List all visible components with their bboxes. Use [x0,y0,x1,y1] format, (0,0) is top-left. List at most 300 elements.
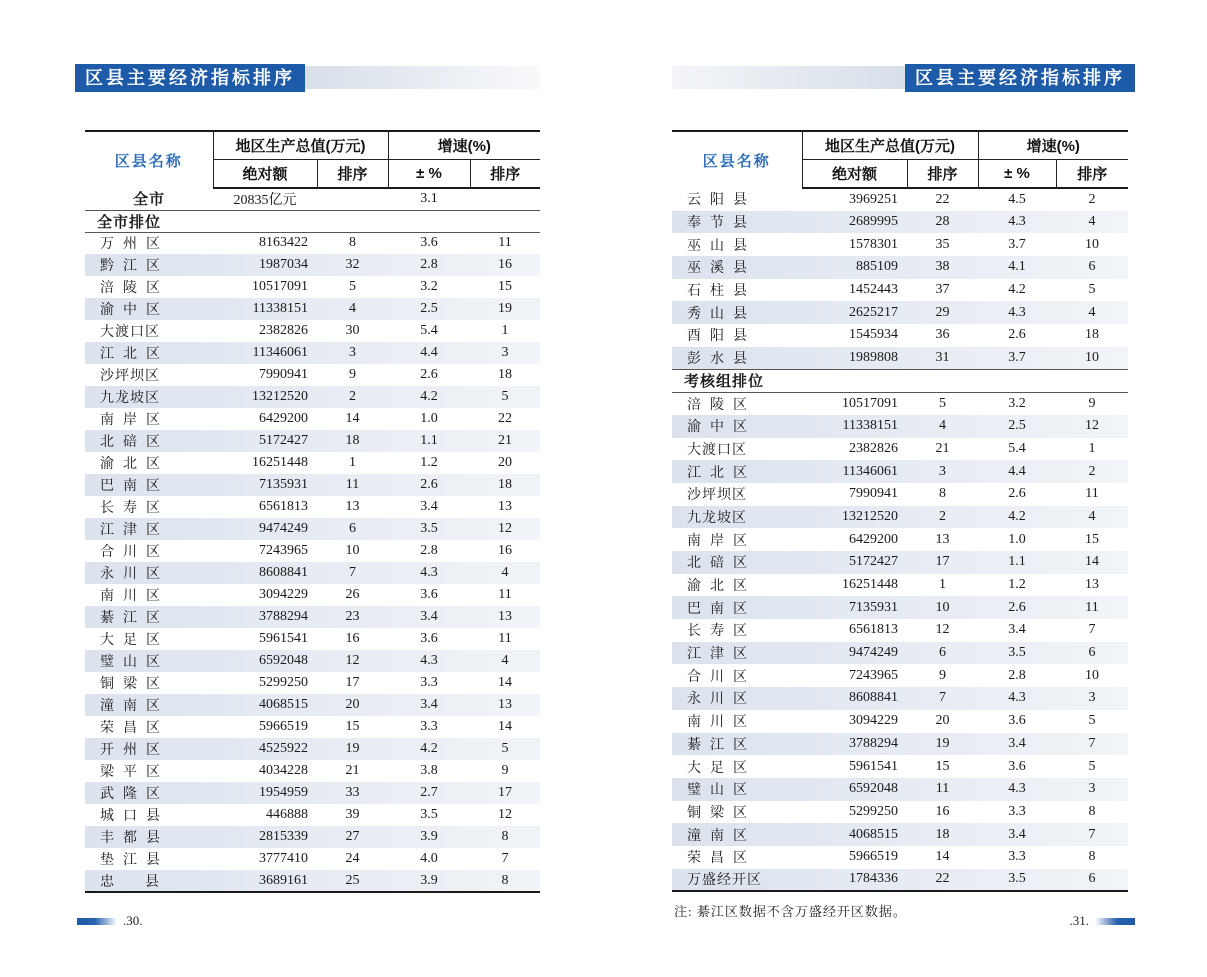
cell-growth-rank: 18 [498,367,512,382]
cell-growth-rank: 11 [1085,599,1099,615]
table-header-group-row [672,131,1128,159]
table-row [672,528,1128,551]
cell-growth-pct: 4.2 [420,741,438,756]
cell-gdp-rank: 1 [939,577,946,593]
col-header-gdp-rank: 排序 [317,159,388,188]
cell-gdp-rank: 38 [935,259,950,275]
cell-gdp-rank: 31 [935,349,950,365]
section-label: 全市排位 [85,210,540,232]
table-row [672,188,1128,211]
cell-growth-pct: 3.6 [1008,758,1026,774]
cell-region-name: 全市 [85,188,213,210]
cell-region-name: 璧 山 区 [100,655,161,670]
table-row [672,233,1128,256]
cell-gdp-rank: 3 [939,463,946,479]
cell-growth-pct: 3.6 [420,631,438,646]
cell-region-name: 荣 昌 区 [100,721,161,736]
cell-gdp-rank: 5 [939,395,946,411]
table-row [85,826,540,848]
cell-absolute-value: 11338151 [252,301,308,316]
table-row [672,256,1128,279]
cell-region-name: 巫 山 县 [687,238,748,254]
col-header-growth-group: 增速(%) [978,131,1128,159]
cell-gdp-rank: 26 [345,587,360,602]
cell-gdp-rank: 29 [935,304,950,320]
cell-absolute-value: 5299250 [849,803,898,819]
table-row [672,483,1128,506]
cell-growth-rank: 3 [501,345,509,360]
table-row [85,474,540,496]
table-row [85,606,540,628]
cell-absolute-value: 16251448 [252,455,308,470]
cell-growth-rank: 14 [498,719,512,734]
table-row [672,438,1128,461]
page-right [672,64,1135,928]
table-row [85,694,540,716]
cell-growth-pct: 2.6 [1008,327,1026,343]
cell-absolute-value: 10517091 [842,395,898,411]
table-row [85,342,540,364]
table-row [672,596,1128,619]
cell-growth-pct: 3.4 [420,499,438,514]
cell-growth-pct: 2.8 [420,257,438,272]
cell-absolute-value: 2815339 [259,829,308,844]
cell-absolute-value: 11338151 [842,418,898,434]
cell-growth-rank: 11 [498,587,512,602]
cell-growth-pct: 5.4 [1008,440,1026,456]
col-header-region-name: 区县名称 [672,131,802,188]
cell-growth-rank: 10 [1085,236,1099,252]
cell-region-name: 北 碚 区 [100,435,161,450]
cell-absolute-value: 6561813 [849,622,898,638]
cell-absolute-value: 446888 [266,807,308,822]
table-row [85,298,540,320]
cell-absolute-value: 8163422 [259,235,308,251]
cell-gdp-rank: 12 [345,653,360,668]
cell-absolute-value: 5961541 [849,758,898,774]
cell-region-name: 彭 水 县 [687,351,748,367]
cell-gdp-rank: 3 [349,345,356,360]
table-row [85,672,540,694]
cell-growth-pct: 1.0 [1008,531,1026,547]
table-row [85,804,540,826]
cell-growth-pct: 2.8 [420,543,438,558]
cell-absolute-value: 1578301 [849,236,898,252]
cell-absolute-value: 13212520 [252,389,308,404]
cell-gdp-rank: 25 [345,872,360,888]
cell-growth-rank: 6 [1088,645,1096,661]
cell-growth-pct: 1.1 [420,433,438,448]
cell-growth-pct: 4.2 [1008,282,1026,298]
cell-growth-pct: 3.4 [420,697,438,712]
cell-growth-pct: 3.1 [388,188,470,210]
cell-absolute-value: 7243965 [849,667,898,683]
cell-growth-rank: 16 [498,543,512,558]
cell-growth-rank: 6 [1088,871,1096,887]
cell-absolute-value: 3777410 [259,851,308,866]
cell-absolute-value: 3788294 [849,735,898,751]
col-header-growth-rank: 排序 [470,159,540,188]
col-header-absolute: 绝对额 [213,159,317,188]
table-row [85,320,540,342]
cell-growth-pct: 2.5 [420,301,438,316]
cell-region-name: 渝 北 区 [687,579,748,595]
cell-growth-pct: 1.0 [420,411,438,426]
cell-growth-pct: 4.3 [420,565,438,580]
cell-growth-rank: 5 [501,741,509,756]
cell-growth-pct: 4.4 [420,345,438,360]
cell-absolute-value: 2625217 [849,304,898,320]
cell-growth-rank: 19 [498,301,512,316]
page-left-title-strip [305,66,540,89]
table-row [672,619,1128,642]
cell-growth-pct: 3.9 [420,829,438,844]
cell-gdp-rank: 28 [935,214,950,230]
cell-gdp-rank: 8 [349,235,356,251]
cell-growth-rank: 7 [501,851,509,866]
cell-absolute-value: 20835亿元 [213,188,317,210]
cell-absolute-value: 6592048 [849,781,898,797]
table-row [85,364,540,386]
col-header-absolute: 绝对额 [802,159,907,188]
cell-growth-pct: 1.2 [1008,577,1026,593]
cell-region-name: 奉 节 县 [687,216,748,232]
cell-region-name: 江 北 区 [687,465,748,481]
cell-absolute-value: 8608841 [259,565,308,580]
cell-absolute-value: 3689161 [259,872,308,888]
cell-gdp-rank: 4 [939,418,946,434]
cell-gdp-rank: 27 [345,829,360,844]
table-row [672,664,1128,687]
cell-gdp-rank: 15 [345,719,360,734]
cell-gdp-rank [317,188,388,210]
cell-growth-rank: 17 [498,785,512,800]
table-row [672,755,1128,778]
cell-absolute-value: 7990941 [259,367,308,382]
table-row [85,254,540,276]
cell-growth-pct: 3.3 [1008,803,1026,819]
cell-growth-pct: 4.5 [1008,191,1026,207]
cell-growth-rank: 4 [501,653,509,668]
table-row [672,415,1128,438]
cell-region-name: 万盛经开区 [687,873,762,889]
cell-gdp-rank: 19 [345,741,360,756]
cell-growth-rank: 5 [501,389,509,404]
cell-region-name: 沙坪坝区 [687,488,747,504]
cell-gdp-rank: 11 [935,781,950,797]
cell-region-name: 渝 中 区 [687,420,748,436]
cell-growth-rank: 18 [498,477,512,492]
table-row [85,276,540,298]
cell-gdp-rank: 35 [935,236,950,252]
col-header-growth-pct: ± % [388,159,470,188]
page-left-table [85,130,540,893]
table-header-group-row [85,131,540,159]
cell-gdp-rank: 6 [349,521,356,536]
page-left-footer [77,913,143,929]
cell-growth-pct: 4.1 [1008,259,1026,275]
col-header-growth-rank: 排序 [1056,159,1128,188]
table-row [85,628,540,650]
cell-gdp-rank: 39 [345,807,360,822]
cell-gdp-rank: 6 [939,645,946,661]
cell-growth-rank: 15 [498,279,512,294]
cell-region-name: 巫 溪 县 [687,261,748,277]
cell-region-name: 万 州 区 [100,237,161,253]
cell-region-name: 沙坪坝区 [100,369,160,384]
cell-gdp-rank: 16 [345,631,360,646]
table-row [85,716,540,738]
cell-gdp-rank: 4 [349,301,356,316]
cell-region-name: 黔 江 区 [100,259,161,274]
cell-region-name: 涪 陵 区 [100,281,161,296]
cell-gdp-rank: 9 [939,667,946,683]
cell-growth-rank: 14 [1085,554,1099,570]
cell-growth-rank: 7 [1088,826,1096,842]
cell-gdp-rank: 17 [345,675,360,690]
page-right-title-strip [672,66,905,89]
cell-gdp-rank: 16 [935,803,950,819]
section-row [672,370,1128,393]
cell-growth-pct: 3.3 [1008,849,1026,865]
cell-growth-rank: 4 [1088,214,1096,230]
table-row [85,782,540,804]
cell-region-name: 秀 山 县 [687,306,748,322]
table-row [672,733,1128,756]
cell-gdp-rank: 21 [935,440,950,456]
cell-growth-rank: 4 [501,565,509,580]
table-row [85,540,540,562]
cell-absolute-value: 7135931 [259,477,308,492]
cell-region-name: 南 川 区 [687,715,748,731]
cell-region-name: 永 川 区 [687,692,748,708]
cell-growth-rank: 8 [1088,803,1096,819]
col-header-growth-pct: ± % [978,159,1056,188]
cell-growth-rank: 7 [1088,735,1096,751]
cell-region-name: 南 岸 区 [687,533,748,549]
cell-region-name: 城 口 县 [100,809,161,824]
table-row [672,869,1128,892]
cell-region-name: 长 寿 区 [100,501,161,516]
cell-region-name: 巴 南 区 [687,601,748,617]
table-row [85,430,540,452]
table-row [672,574,1128,597]
cell-growth-pct: 4.3 [1008,781,1026,797]
cell-gdp-rank: 14 [935,849,950,865]
cell-growth-pct: 4.3 [1008,690,1026,706]
cell-region-name: 长 寿 区 [687,624,748,640]
cell-growth-rank: 5 [1088,282,1096,298]
cell-absolute-value: 885109 [856,259,898,275]
cell-growth-pct: 2.7 [420,785,438,800]
cell-gdp-rank: 13 [345,499,360,514]
cell-growth-rank: 2 [1088,191,1096,207]
table-row [672,710,1128,733]
cell-absolute-value: 5172427 [259,433,308,448]
cell-growth-pct: 1.1 [1008,554,1026,570]
cell-gdp-rank: 36 [935,327,950,343]
cell-growth-pct: 2.6 [1008,599,1026,615]
cell-region-name: 璧 山 区 [687,783,748,799]
cell-growth-pct: 3.4 [1008,826,1026,842]
page-right-table [672,130,1128,892]
table-row [85,562,540,584]
cell-gdp-rank: 7 [349,565,356,580]
cell-gdp-rank: 18 [935,826,950,842]
cell-growth-rank: 3 [1088,690,1096,706]
cell-gdp-rank: 14 [345,411,360,426]
cell-gdp-rank: 20 [935,713,950,729]
cell-growth-pct: 3.5 [1008,645,1026,661]
cell-growth-pct: 3.2 [1008,395,1026,411]
page-right-page-number: .31. [1069,913,1089,928]
cell-growth-pct: 4.3 [1008,304,1026,320]
cell-growth-pct: 3.6 [1008,713,1026,729]
page-left [75,64,540,928]
cell-absolute-value: 6429200 [259,411,308,426]
cell-absolute-value: 3788294 [259,609,308,624]
table-row [672,279,1128,302]
cell-region-name: 潼 南 区 [100,699,161,714]
cell-absolute-value: 3094229 [849,713,898,729]
table-row [85,452,540,474]
cell-growth-rank: 12 [1085,418,1099,434]
cell-region-name: 梁 平 区 [100,765,161,780]
cell-growth-rank: 5 [1088,758,1096,774]
cell-region-name: 大 足 区 [687,760,748,776]
cell-growth-rank: 13 [498,499,512,514]
cell-region-name: 江 北 区 [100,347,161,362]
cell-growth-rank: 3 [1088,781,1096,797]
cell-growth-rank: 22 [498,411,512,426]
cell-growth-rank: 1 [1088,440,1096,456]
cell-absolute-value: 9474249 [259,521,308,536]
cell-growth-pct: 4.3 [1008,214,1026,230]
table-row [672,642,1128,665]
cell-growth-rank: 1 [501,323,509,338]
cell-absolute-value: 5961541 [259,631,308,646]
page-left-titlebar [75,64,540,92]
table-row [672,801,1128,824]
cell-growth-rank: 5 [1088,713,1096,729]
cell-absolute-value: 1989808 [849,349,898,365]
cell-growth-pct: 3.3 [420,675,438,690]
cell-growth-rank: 8 [1088,849,1096,865]
cell-growth-pct: 3.5 [420,521,438,536]
section-row [85,210,540,232]
table-row [672,846,1128,869]
cell-region-name: 丰 都 县 [100,831,161,846]
cell-gdp-rank: 32 [345,257,360,272]
cell-region-name: 石 柱 县 [687,284,748,300]
cell-growth-rank: 12 [498,807,512,822]
table-row [85,496,540,518]
page-right-footer-bar [1095,918,1135,925]
cell-growth-rank: 4 [1088,508,1096,524]
cell-growth-rank: 7 [1088,622,1096,638]
cell-growth-pct: 3.6 [420,235,438,251]
cell-growth-pct: 4.0 [420,851,438,866]
cell-growth-rank [470,188,540,210]
cell-region-name: 巴 南 区 [100,479,161,494]
table-row [85,386,540,408]
col-header-growth-group: 增速(%) [388,131,540,159]
cell-region-name: 潼 南 区 [687,828,748,844]
table-row [672,392,1128,415]
cell-region-name: 北 碚 区 [687,556,748,572]
cell-region-name: 九龙坡区 [687,510,747,526]
cell-growth-pct: 3.4 [1008,622,1026,638]
cell-gdp-rank: 2 [349,389,356,404]
cell-growth-rank: 20 [498,455,512,470]
cell-absolute-value: 13212520 [842,508,898,524]
page-left-footer-bar [77,918,117,925]
cell-growth-rank: 11 [498,631,512,646]
cell-gdp-rank: 19 [935,735,950,751]
table-row [672,506,1128,529]
page-right-title: 区县主要经济指标排序 [905,64,1135,92]
page-left-title: 区县主要经济指标排序 [75,64,305,92]
cell-growth-rank: 13 [498,609,512,624]
cell-absolute-value: 4525922 [259,741,308,756]
cell-growth-rank: 10 [1085,349,1099,365]
cell-absolute-value: 1545934 [849,327,898,343]
cell-absolute-value: 5966519 [849,849,898,865]
page-left-table-body [85,188,540,892]
cell-gdp-rank: 18 [345,433,360,448]
cell-region-name: 开 州 区 [100,743,161,758]
cell-absolute-value: 4068515 [849,826,898,842]
cell-absolute-value: 1954959 [259,785,308,800]
cell-region-name: 南 岸 区 [100,413,161,428]
cell-growth-pct: 3.4 [420,609,438,624]
table-row [85,760,540,782]
page-right-titlebar [672,64,1135,92]
cell-absolute-value: 5299250 [259,675,308,690]
cell-gdp-rank: 23 [345,609,360,624]
section-label: 考核组排位 [672,370,1128,393]
cell-absolute-value: 7243965 [259,543,308,558]
cell-gdp-rank: 33 [345,785,360,800]
page-right-table-body [672,188,1128,891]
table-row [85,584,540,606]
table-row [672,551,1128,574]
cell-growth-rank: 10 [1085,667,1099,683]
cell-gdp-rank: 22 [935,191,950,207]
cell-region-name: 綦 江 区 [100,611,161,626]
cell-growth-rank: 9 [1088,395,1096,411]
cell-growth-rank: 21 [498,433,512,448]
cell-absolute-value: 11346061 [842,463,898,479]
table-row [672,324,1128,347]
cell-gdp-rank: 7 [939,690,946,706]
cell-growth-rank: 11 [1085,486,1099,502]
col-header-gdp-group: 地区生产总值(万元) [802,131,978,159]
cell-growth-pct: 1.2 [420,455,438,470]
cell-region-name: 涪 陵 区 [687,397,748,413]
cell-gdp-rank: 8 [939,486,946,502]
table-row [85,650,540,672]
cell-region-name: 渝 北 区 [100,457,161,472]
footnote: 注: 綦江区数据不含万盛经开区数据。 [674,904,907,920]
cell-absolute-value: 16251448 [842,577,898,593]
cell-region-name: 永 川 区 [100,567,161,582]
table-row [85,518,540,540]
cell-region-name: 铜 梁 区 [100,677,161,692]
cell-region-name: 武 隆 区 [100,787,161,802]
cell-gdp-rank: 2 [939,508,946,524]
table-row [672,823,1128,846]
